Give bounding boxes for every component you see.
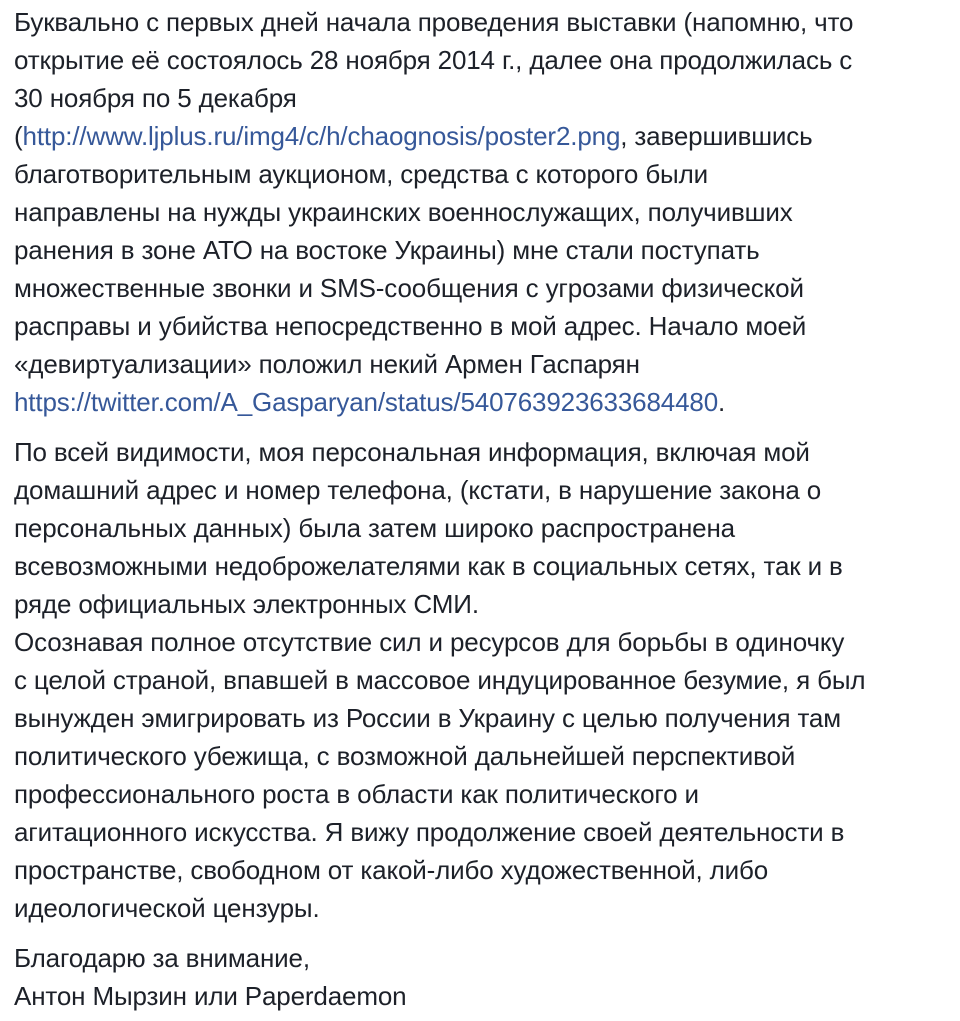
- text-line: профессионального роста в области как политического и: [14, 779, 699, 809]
- text-line: Буквально с первых дней начала проведения выставки (напомню, что: [14, 7, 854, 37]
- text-line: ранения в зоне АТО на востоке Украины) мне стали поступать: [14, 235, 760, 265]
- text-line: , завершившись: [620, 121, 813, 151]
- closing-line: Благодарю за внимание,: [14, 943, 310, 973]
- text-line: идеологической цензуры.: [14, 893, 320, 923]
- text-line: По всей видимости, моя персональная информация, включая мой: [14, 437, 810, 467]
- paragraph-emigration: [14, 433, 950, 927]
- text-line: открытие её состоялось 28 ноября 2014 г., далее она продолжилась с: [14, 45, 853, 75]
- poster-link[interactable]: http://www.ljplus.ru/img4/c/h/chaognosis/poster2.png: [22, 121, 621, 151]
- text-line: «девиртуализации» положил некий Армен Гаспарян: [14, 349, 640, 379]
- text-line: благотворительным аукционом, средства с которого были: [14, 159, 708, 189]
- text-line: персональных данных) была затем широко распространена: [14, 513, 735, 543]
- text-line: Осознавая полное отсутствие сил и ресурсов для борьбы в одиночку: [14, 627, 845, 657]
- paragraph-exhibition: [14, 3, 950, 421]
- text-line: агитационного искусства. Я вижу продолжение своей деятельности в: [14, 817, 845, 847]
- paragraph-signature: [14, 939, 950, 1015]
- text-line: 30 ноября по 5 декабря: [14, 83, 297, 113]
- twitter-status-link[interactable]: https://twitter.com/A_Gasparyan/status/540763923633684480: [14, 387, 719, 417]
- text-line: политического убежища, с возможной дальнейшей перспективой: [14, 741, 796, 771]
- text-line: пространстве, свободном от какой-либо художественной, либо: [14, 855, 769, 885]
- text-line: расправы и убийства непосредственно в мой адрес. Начало моей: [14, 311, 807, 341]
- text-line: всевозможными недоброжелателями как в социальных сетях, так и в: [14, 551, 843, 581]
- text-line: (: [14, 121, 23, 151]
- text-line: .: [718, 387, 726, 417]
- text-line: ряде официальных электронных СМИ.: [14, 589, 479, 619]
- text-line: множественные звонки и SMS-сообщения с угрозами физической: [14, 273, 804, 303]
- text-line: вынужден эмигрировать из России в Украину с целью получения там: [14, 703, 841, 733]
- text-line: с целой страной, впавшей в массовое индуцированное безумие, я был: [14, 665, 866, 695]
- text-line: домашний адрес и номер телефона, (кстати, в нарушение закона о: [14, 475, 822, 505]
- text-line: направлены на нужды украинских военнослужащих, получивших: [14, 197, 793, 227]
- author-signature: Антон Мырзин или Paperdaemon: [14, 981, 407, 1011]
